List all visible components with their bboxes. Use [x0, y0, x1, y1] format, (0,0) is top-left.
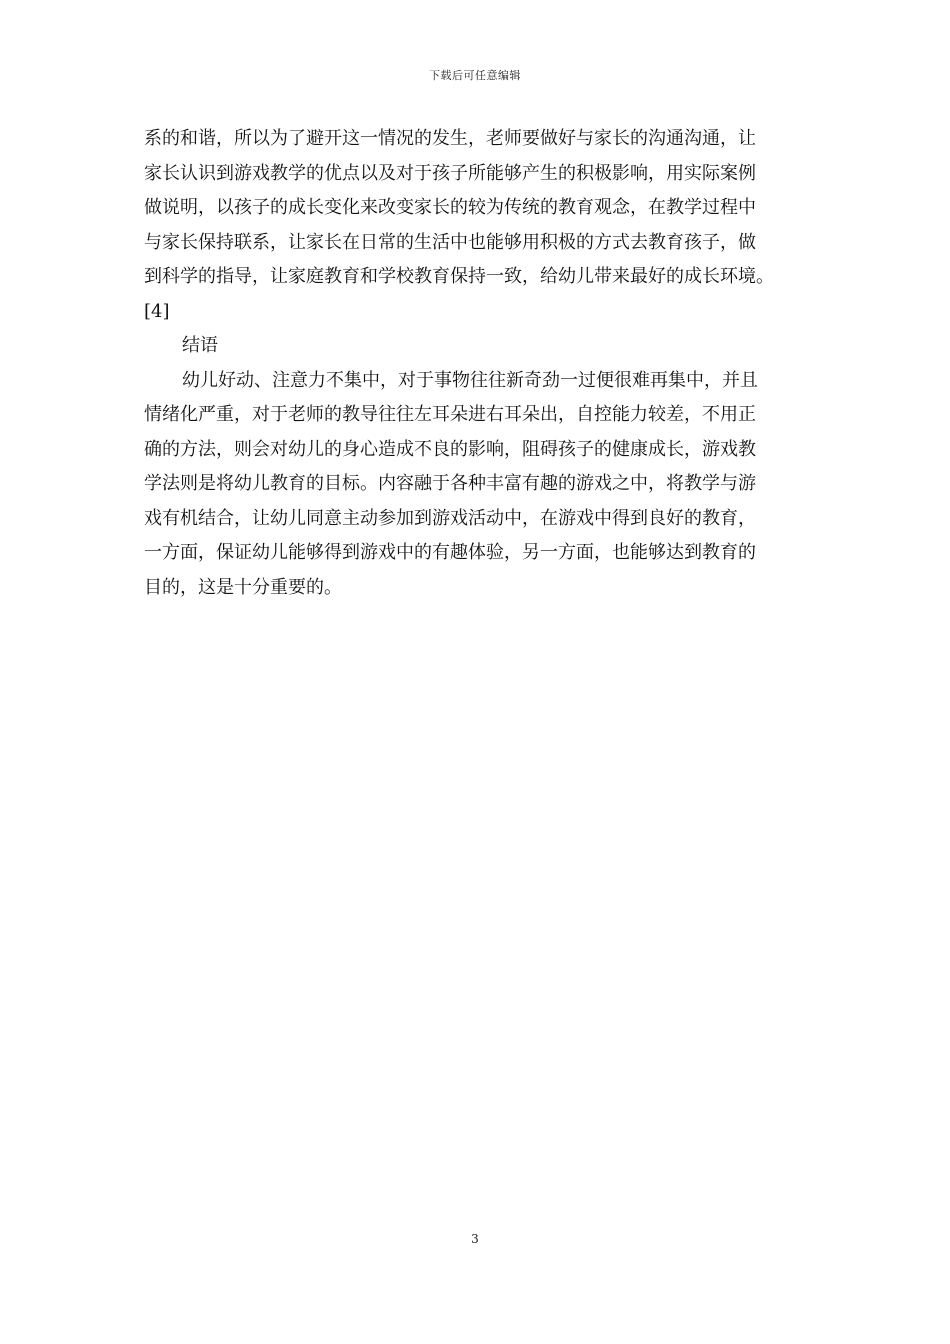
conclusion-line: 幼儿好动、注意力不集中，对于事物往往新奇劲一过便很难再集中，并且 — [182, 369, 758, 391]
page-number: 3 — [471, 1232, 479, 1246]
conclusion-line: 一方面，保证幼儿能够得到游戏中的有趣体验，另一方面，也能够达到教育的 — [144, 542, 756, 563]
body-line: 与家长保持联系，让家长在日常的生活中也能够用积极的方式去教育孩子，做 — [144, 231, 756, 253]
conclusion-line: 学法则是将幼儿教育的目标。内容融于各种丰富有趣的游戏之中，将教学与游 — [144, 473, 756, 494]
body-line: 家长认识到游戏教学的优点以及对于孩子所能够产生的积极影响，用实际案例 — [144, 162, 756, 184]
section-heading: 结语 — [182, 335, 218, 356]
conclusion-line: 目的，这是十分重要的。 — [144, 576, 342, 598]
conclusion-line: 确的方法，则会对幼儿的身心造成不良的影响，阻碍孩子的健康成长，游戏教 — [144, 438, 756, 460]
page-body — [144, 122, 808, 605]
conclusion-line: 戏有机结合，让幼儿同意主动参加到游戏活动中，在游戏中得到良好的教育， — [144, 507, 756, 529]
body-line: 做说明，以孩子的成长变化来改变家长的较为传统的教育观念，在教学过程中 — [144, 197, 756, 218]
body-line: 系的和谐，所以为了避开这一情况的发生，老师要做好与家长的沟通沟通，让 — [144, 128, 756, 149]
body-line: 到科学的指导，让家庭教育和学校教育保持一致，给幼儿带来最好的成长环境。 — [144, 266, 774, 287]
conclusion-line: 情绪化严重，对于老师的教导往往左耳朵进右耳朵出，自控能力较差，不用正 — [144, 404, 756, 425]
citation-reference: [4] — [144, 300, 170, 322]
page-header: 下载后可任意编辑 — [429, 69, 521, 82]
